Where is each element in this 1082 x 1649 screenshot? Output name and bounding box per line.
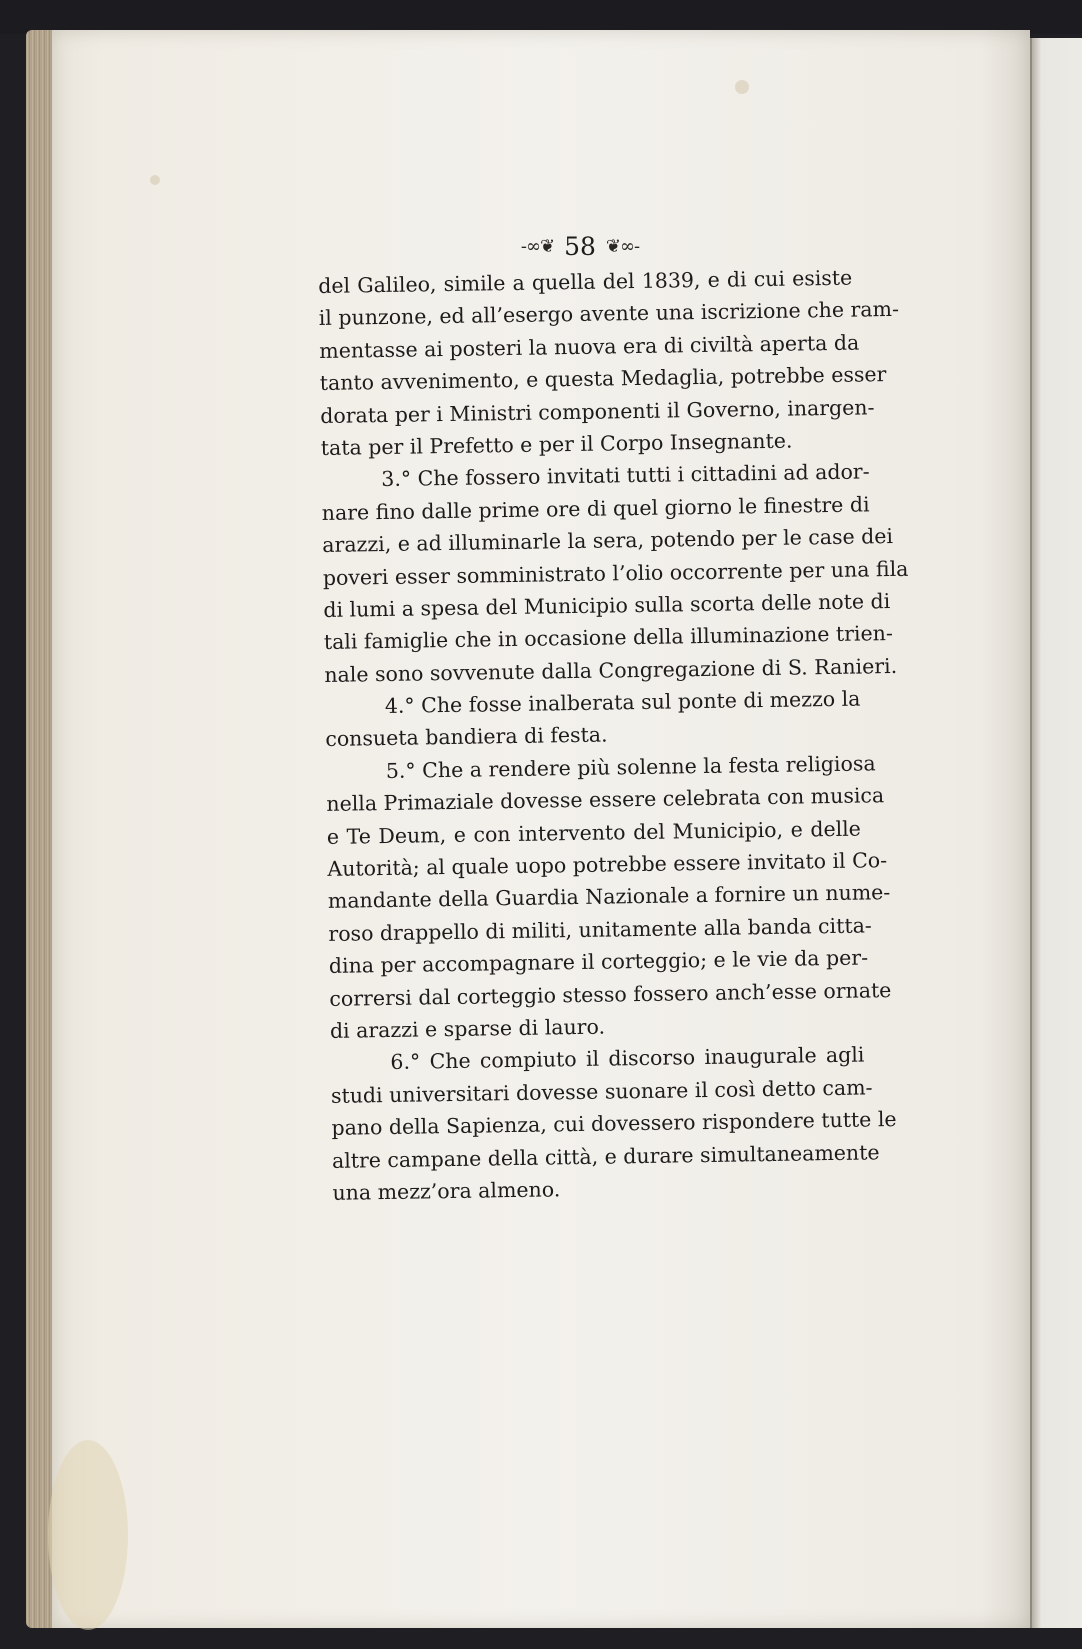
text-line: arazzi, e ad illuminarle la sera, potendo per le case dei (322, 524, 894, 558)
text-line: mentasse ai posteri la nuova era di civiltà aperta da (319, 330, 860, 363)
text-line: altre campane della città, e durare simultaneamente (331, 1139, 880, 1173)
text-line: e Te Deum, e con intervento del Municipio, e delle (326, 816, 862, 849)
text-line: nare fino dalle prime ore di quel giorno le finestre di (321, 492, 870, 525)
ornament-left-icon: -∞❦ (520, 235, 555, 257)
text-line: 4.° Che fosse inalberata sul ponte di mezzo la (384, 686, 861, 719)
text-line: corrersi dal corteggio stesso fossero anch’esse ornate (329, 977, 892, 1011)
text-line: una mezz’ora almeno. (332, 1177, 561, 1205)
text-line: 5.° Che a rendere più solenne la festa religiosa (385, 751, 876, 783)
text-line: dina per accompagnare il corteggio; e le vie da per- (328, 945, 869, 979)
paper-spot (150, 175, 160, 185)
adjacent-page-edge (1030, 38, 1082, 1628)
page-number: 58 (564, 231, 596, 261)
text-line: dorata per i Ministri componenti il Governo, inargen- (320, 394, 875, 428)
text-line: tata per il Prefetto e per il Corpo Insegnante. (320, 428, 793, 460)
text-line: del Galileo, simile a quella del 1839, e di cui esiste (318, 265, 853, 298)
text-line: nella Primaziale dovesse essere celebrata con musica (326, 783, 885, 817)
text-line: di lumi a spesa del Municipio sulla scorta delle note di (323, 588, 891, 622)
paper-spot (735, 80, 749, 94)
text-line: tali famiglie che in occasione della illuminazione trien- (323, 621, 893, 655)
scan-frame-top (0, 0, 1082, 34)
text-line: di arazzi e sparse di lauro. (329, 1014, 606, 1043)
text-line: Autorità; al quale uopo potrebbe essere invitato il Co- (327, 848, 888, 881)
text-line: 3.° Che fossero invitati tutti i cittadini ad ador- (381, 459, 870, 492)
text-line: studi universitari dovesse suonare il così detto cam- (330, 1075, 873, 1108)
text-line: mandante della Guardia Nazionale a fornire un nume- (327, 880, 891, 914)
body-text (318, 262, 909, 1210)
text-line: roso drappello di militi, unitamente alla banda citta- (328, 913, 872, 946)
text-line: nale sono sovvenute dalla Congregazione di S. Ranieri. (324, 653, 898, 687)
page-header (480, 228, 680, 264)
text-line: il punzone, ed all’esergo avente una iscrizione che ram- (318, 297, 900, 331)
ornament-right-icon: ❦∞- (605, 235, 640, 257)
text-line: pano della Sapienza, cui dovessero rispondere tutte le (331, 1107, 897, 1141)
paper-stain (48, 1440, 128, 1630)
text-line: 6.° Che compiuto il discorso inaugurale agli (390, 1042, 865, 1075)
text-line: tanto avvenimento, e questa Medaglia, potrebbe esser (319, 362, 887, 396)
text-line: poveri esser somministrato l’olio occorrente per una fila (322, 556, 909, 590)
text-line: consueta bandiera di festa. (325, 722, 608, 752)
